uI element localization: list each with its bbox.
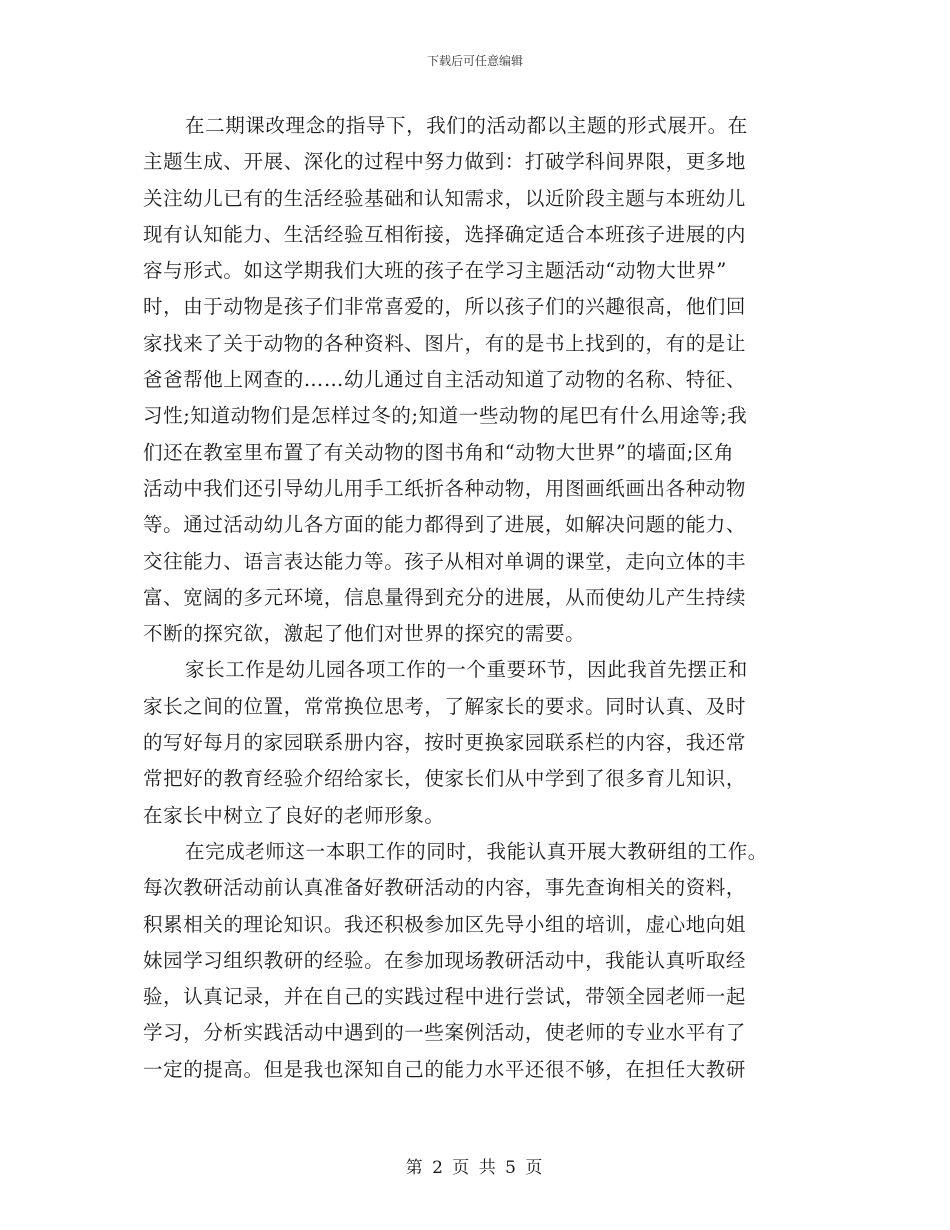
page-header: 下载后可任意编辑 bbox=[426, 54, 523, 68]
paragraph-2-line: 常把好的教育经验介绍给家长，使家长们从中学到了很多育儿知识， bbox=[143, 767, 747, 791]
paragraph-1-line: 爸爸帮他上网查的……幼儿通过自主活动知道了动物的名称、特征、 bbox=[143, 368, 747, 392]
paragraph-3-line: 积累相关的理论知识。我还积极参加区先导小组的培训，虚心地向姐 bbox=[143, 912, 747, 936]
paragraph-1-line: 时，由于动物是孩子们非常喜爱的，所以孩子们的兴趣很高，他们回 bbox=[143, 295, 747, 319]
paragraph-1-line: 不断的探究欲，激起了他们对世界的探究的需要。 bbox=[143, 622, 586, 646]
paragraph-3-line: 妹园学习组织教研的经验。在参加现场教研活动中，我能认真听取经 bbox=[143, 948, 747, 972]
paragraph-1-line: 活动中我们还引导幼儿用手工纸折各种动物，用图画纸画出各种动物 bbox=[143, 476, 747, 500]
paragraph-1-line: 家找来了关于动物的各种资料、图片，有的是书上找到的，有的是让 bbox=[143, 331, 747, 355]
paragraph-2-line: 家长工作是幼儿园各项工作的一个重要环节，因此我首先摆正和 bbox=[185, 658, 748, 682]
paragraph-1-line: 习性;知道动物们是怎样过冬的;知道一些动物的尾巴有什么用途等;我 bbox=[143, 404, 748, 428]
paragraph-3-line: 在完成老师这一本职工作的同时，我能认真开展大教研组的工作。 bbox=[185, 839, 768, 863]
paragraph-1-line: 富、宽阔的多元环境，信息量得到充分的进展，从而使幼儿产生持续 bbox=[143, 585, 747, 609]
document-body bbox=[143, 108, 808, 1088]
paragraph-1-line: 交往能力、语言表达能力等。孩子从相对单调的课堂，走向立体的丰 bbox=[143, 549, 747, 573]
paragraph-1-line: 主题生成、开展、深化的过程中努力做到：打破学科间界限，更多地 bbox=[143, 150, 747, 174]
paragraph-1-line: 现有认知能力、生活经验互相衔接，选择确定适合本班孩子进展的内 bbox=[143, 222, 747, 246]
paragraph-1-line: 在二期课改理念的指导下，我们的活动都以主题的形式展开。在 bbox=[185, 114, 748, 137]
paragraph-1-line: 们还在教室里布置了有关动物的图书角和“动物大世界”的墙面;区角 bbox=[143, 440, 735, 464]
page-number-footer: 第 2 页 共 5 页 bbox=[405, 1158, 545, 1178]
paragraph-3-line: 每次教研活动前认真准备好教研活动的内容，事先查询相关的资料， bbox=[143, 876, 747, 900]
paragraph-1-line: 关注幼儿已有的生活经验基础和认知需求，以近阶段主题与本班幼儿 bbox=[143, 186, 747, 210]
paragraph-2-line: 在家长中树立了良好的老师形象。 bbox=[143, 803, 445, 827]
paragraph-3-line: 一定的提高。但是我也深知自己的能力水平还很不够，在担任大教研 bbox=[143, 1057, 747, 1081]
paragraph-1-line: 容与形式。如这学期我们大班的孩子在学习主题活动“动物大世界” bbox=[143, 259, 727, 283]
paragraph-2-line: 的写好每月的家园联系册内容，按时更换家园联系栏的内容，我还常 bbox=[143, 731, 747, 755]
paragraph-1-line: 等。通过活动幼儿各方面的能力都得到了进展，如解决问题的能力、 bbox=[143, 513, 747, 537]
paragraph-3-line: 学习，分析实践活动中遇到的一些案例活动，使老师的专业水平有了 bbox=[143, 1021, 747, 1045]
paragraph-3-line: 验，认真记录，并在自己的实践过程中进行尝试，带领全园老师一起 bbox=[143, 985, 747, 1009]
paragraph-2-line: 家长之间的位置，常常换位思考，了解家长的要求。同时认真、及时 bbox=[143, 694, 747, 718]
